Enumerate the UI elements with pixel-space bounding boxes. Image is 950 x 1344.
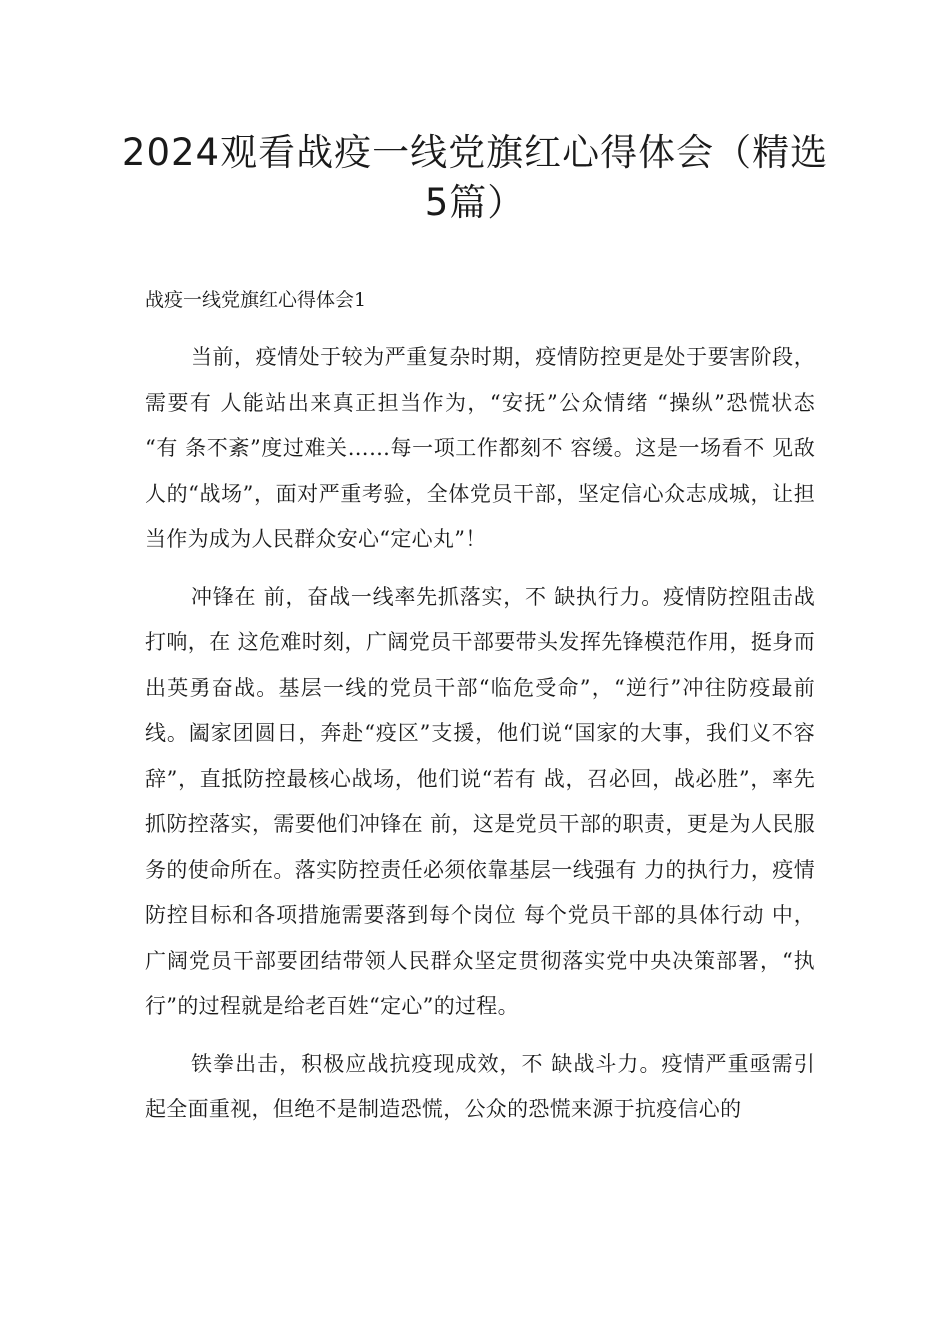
section-heading: 战疫一线党旗红心得体会1 [145, 289, 367, 311]
paragraph: 铁拳出击，积极应战抗疫现成效，不 缺战斗力。疫情严重亟需引起全面重视，但绝不是制造恐慌，公众的恐慌来源于抗疫信心的 [145, 1051, 815, 1121]
document-body [145, 335, 815, 1145]
paragraph: 冲锋在 前，奋战一线率先抓落实，不 缺执行力。疫情防控阻击战打响，在 这危难时刻，广阔党员干部要带头发挥先锋模范作用，挺身而出英勇奋战。基层一线的党员干部“临危受命”，“逆行”冲往防疫最前线。阖家团圆日，奔赴“疫区”支援，他们说“国家的大事，我们义不容辞”，直抵防控最核心战场，他们说“若有 战，召必回，战必胜”，率先抓防控落实，需要他们冲锋在 前，这是党员干部的职责，更是为人民服务的使命所在。落实防控责任必须依靠基层一线强有 力的执行力，疫情防控目标和各项措施需要落到每个岗位 每个党员干部的具体行动 中，广阔党员干部要团结带领人民群众坚定贯彻落实党中央决策部署，“执行”的过程就是给老百姓“定心”的过程。 [145, 584, 815, 1018]
document-title: 2024观看战疫一线党旗红心得体会（精选5篇） [121, 131, 829, 224]
paragraph: 当前，疫情处于较为严重复杂时期，疫情防控更是处于要害阶段，需要有 人能站出来真正担当作为，“安抚”公众情绪 “操纵”恐慌状态 “有 条不紊”度过难关……每一项工作都刻不 容缓。这是一场看不 见敌人的“战场”，面对严重考验，全体党员干部，坚定信心众志成城，让担当作为成为人民群众安心“定心丸”！ [145, 345, 815, 551]
